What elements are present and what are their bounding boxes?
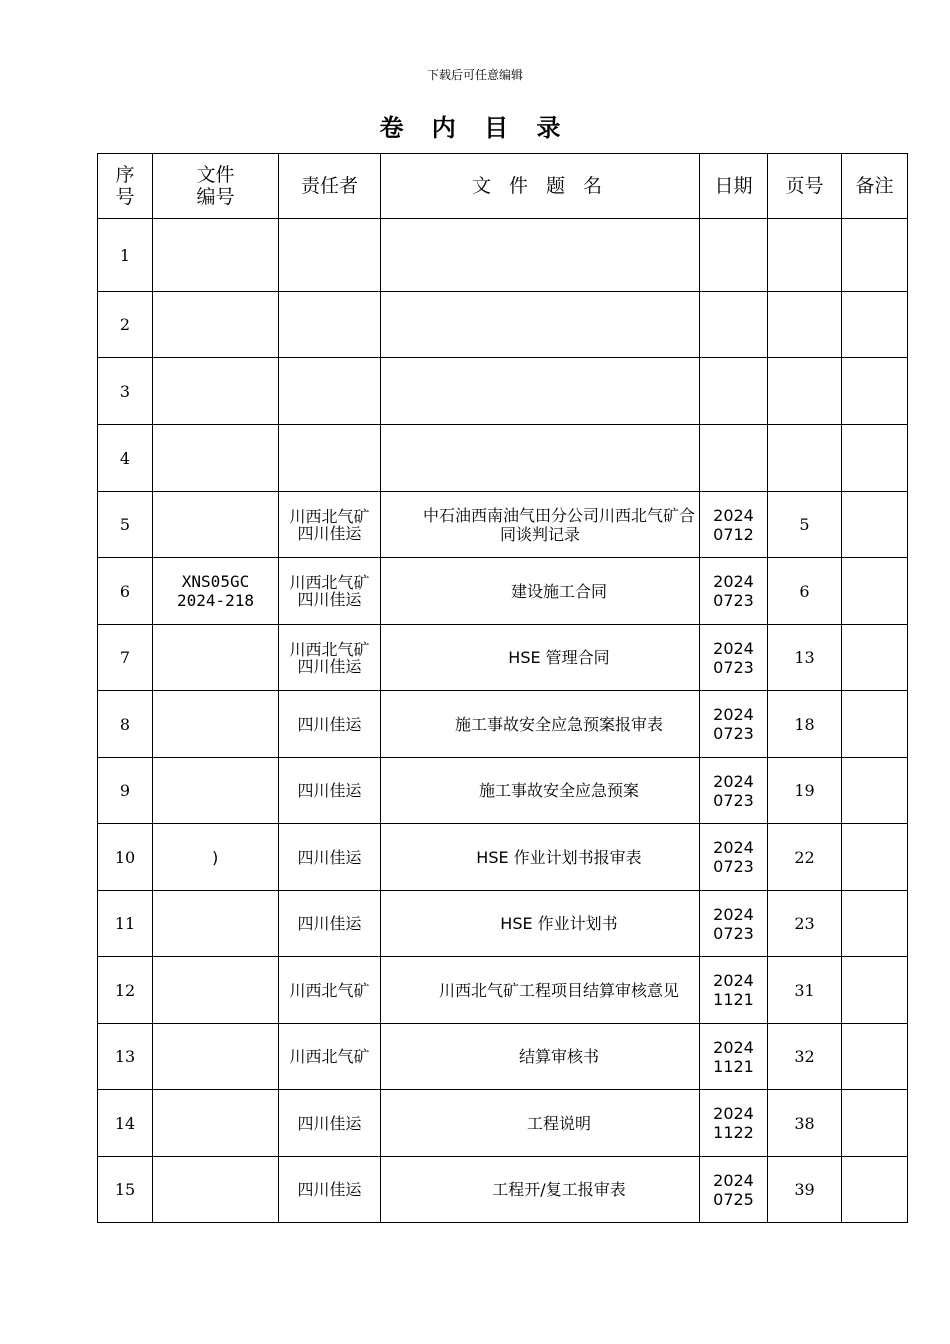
cell-date-line: 0723 bbox=[713, 657, 754, 677]
cell-doc-title bbox=[381, 292, 700, 358]
cell-doc-no-line: XNS05GC bbox=[181, 572, 250, 591]
cell-doc-no bbox=[153, 358, 279, 425]
table-row bbox=[98, 558, 908, 625]
cell-doc-title-text: 工程开/复工报审表 bbox=[492, 1180, 626, 1199]
cell-doc-no bbox=[153, 425, 279, 492]
cell-doc-title bbox=[381, 824, 700, 891]
cell-doc-title bbox=[381, 358, 700, 425]
cell-responsible-line: 四川佳运 bbox=[297, 847, 362, 867]
cell-responsible bbox=[279, 425, 381, 492]
table-row bbox=[98, 957, 908, 1024]
cell-doc-title bbox=[381, 891, 700, 957]
cell-doc-title bbox=[381, 691, 700, 758]
file-catalog-table bbox=[97, 153, 908, 1223]
cell-responsible bbox=[279, 1157, 381, 1223]
cell-remark bbox=[842, 957, 908, 1024]
cell-remark bbox=[842, 1157, 908, 1223]
cell-doc-title-text: HSE 管理合同 bbox=[508, 648, 610, 667]
cell-doc-title bbox=[381, 758, 700, 824]
column-header-doc-no bbox=[153, 154, 279, 219]
cell-seq: 15 bbox=[98, 1157, 153, 1223]
cell-responsible-line: 川西北气矿 bbox=[289, 1047, 370, 1066]
cell-seq: 11 bbox=[98, 891, 153, 957]
cell-date-line: 1122 bbox=[713, 1123, 754, 1142]
cell-page: 31 bbox=[768, 957, 842, 1024]
cell-responsible bbox=[279, 492, 381, 558]
cell-date bbox=[700, 358, 768, 425]
cell-doc-title bbox=[381, 425, 700, 492]
cell-date bbox=[700, 691, 768, 758]
cell-date-line: 2024 bbox=[713, 771, 754, 791]
cell-doc-no bbox=[153, 891, 279, 957]
cell-doc-title bbox=[381, 219, 700, 292]
cell-date bbox=[700, 758, 768, 824]
cell-date-line: 2024 bbox=[713, 838, 754, 857]
cell-seq: 10 bbox=[98, 824, 153, 891]
table-row bbox=[98, 492, 908, 558]
cell-doc-title bbox=[381, 1090, 700, 1157]
cell-remark bbox=[842, 1090, 908, 1157]
cell-date-line: 2024 bbox=[713, 1170, 754, 1190]
cell-responsible-line: 四川佳运 bbox=[297, 590, 362, 609]
cell-responsible-line: 四川佳运 bbox=[297, 656, 362, 676]
cell-responsible bbox=[279, 758, 381, 824]
cell-doc-title-text: HSE 作业计划书报审表 bbox=[476, 847, 642, 867]
cell-doc-title-text: 施工事故安全应急预案 bbox=[478, 781, 639, 800]
cell-date bbox=[700, 1090, 768, 1157]
cell-date-line: 0723 bbox=[713, 591, 754, 610]
table-row bbox=[98, 292, 908, 358]
column-header-seq bbox=[98, 154, 153, 219]
cell-doc-title-text: 川西北气矿工程项目结算审核意见 bbox=[438, 980, 679, 1000]
cell-date-line: 1121 bbox=[713, 990, 754, 1009]
cell-doc-title-text: 工程说明 bbox=[526, 1113, 591, 1133]
cell-remark bbox=[842, 1024, 908, 1090]
cell-doc-title-text: 施工事故安全应急预案报审表 bbox=[454, 714, 663, 734]
cell-responsible-line: 川西北气矿 bbox=[289, 980, 370, 1000]
cell-seq: 6 bbox=[98, 558, 153, 625]
cell-seq: 12 bbox=[98, 957, 153, 1024]
cell-responsible-line: 川西北气矿 bbox=[289, 506, 370, 526]
cell-doc-no bbox=[153, 492, 279, 558]
cell-date-line: 2024 bbox=[713, 705, 754, 724]
cell-seq: 8 bbox=[98, 691, 153, 758]
cell-page bbox=[768, 358, 842, 425]
cell-doc-no bbox=[153, 1024, 279, 1090]
cell-date-line: 0723 bbox=[713, 724, 754, 743]
cell-doc-no-line: ) bbox=[210, 847, 221, 867]
cell-page: 18 bbox=[768, 691, 842, 758]
cell-doc-no bbox=[153, 219, 279, 292]
cell-remark bbox=[842, 691, 908, 758]
column-header-doc-no-line-2: 编号 bbox=[196, 186, 235, 208]
column-header-responsible: 责任者 bbox=[279, 154, 381, 219]
cell-seq: 14 bbox=[98, 1090, 153, 1157]
cell-date-line: 2024 bbox=[713, 638, 754, 658]
cell-responsible-line: 四川佳运 bbox=[297, 523, 362, 543]
cell-date bbox=[700, 492, 768, 558]
cell-responsible-line: 四川佳运 bbox=[297, 1180, 362, 1199]
cell-page bbox=[768, 425, 842, 492]
cell-remark bbox=[842, 824, 908, 891]
cell-date bbox=[700, 558, 768, 625]
cell-remark bbox=[842, 219, 908, 292]
cell-page: 5 bbox=[768, 492, 842, 558]
cell-page: 13 bbox=[768, 625, 842, 691]
cell-responsible bbox=[279, 358, 381, 425]
cell-doc-no bbox=[153, 625, 279, 691]
cell-date-line: 2024 bbox=[713, 1037, 754, 1057]
cell-page: 38 bbox=[768, 1090, 842, 1157]
cell-doc-title bbox=[381, 492, 700, 558]
cell-date-line: 2024 bbox=[713, 1104, 754, 1123]
cell-responsible-line: 四川佳运 bbox=[297, 714, 362, 734]
table-row bbox=[98, 691, 908, 758]
cell-responsible bbox=[279, 824, 381, 891]
cell-page: 19 bbox=[768, 758, 842, 824]
cell-page: 6 bbox=[768, 558, 842, 625]
cell-responsible-line: 四川佳运 bbox=[297, 914, 362, 933]
cell-doc-title-text: 中石油西南油气田分公司川西北气矿合同谈判记录 bbox=[422, 505, 695, 544]
table-row bbox=[98, 219, 908, 292]
table-row bbox=[98, 891, 908, 957]
cell-page: 39 bbox=[768, 1157, 842, 1223]
page-title: 卷 内 目 录 bbox=[379, 114, 571, 142]
cell-remark bbox=[842, 492, 908, 558]
cell-responsible bbox=[279, 691, 381, 758]
cell-responsible bbox=[279, 219, 381, 292]
column-header-page: 页号 bbox=[768, 154, 842, 219]
column-header-date: 日期 bbox=[700, 154, 768, 219]
cell-page bbox=[768, 219, 842, 292]
cell-doc-title bbox=[381, 1157, 700, 1223]
column-header-seq-line-2: 号 bbox=[115, 186, 135, 208]
cell-doc-no bbox=[153, 558, 279, 625]
cell-page bbox=[768, 292, 842, 358]
table-row bbox=[98, 824, 908, 891]
cell-date bbox=[700, 425, 768, 492]
cell-remark bbox=[842, 558, 908, 625]
table-row bbox=[98, 1090, 908, 1157]
cell-seq: 7 bbox=[98, 625, 153, 691]
cell-date-line: 2024 bbox=[713, 971, 754, 990]
cell-remark bbox=[842, 625, 908, 691]
cell-responsible bbox=[279, 625, 381, 691]
cell-doc-no bbox=[153, 691, 279, 758]
cell-remark bbox=[842, 891, 908, 957]
cell-doc-no bbox=[153, 824, 279, 891]
cell-doc-title-text: 结算审核书 bbox=[518, 1047, 599, 1066]
cell-doc-title bbox=[381, 957, 700, 1024]
cell-seq: 5 bbox=[98, 492, 153, 558]
cell-date bbox=[700, 957, 768, 1024]
cell-responsible-line: 川西北气矿 bbox=[289, 639, 370, 659]
cell-doc-title bbox=[381, 625, 700, 691]
cell-responsible bbox=[279, 1090, 381, 1157]
cell-date bbox=[700, 625, 768, 691]
cell-responsible bbox=[279, 292, 381, 358]
cell-date bbox=[700, 891, 768, 957]
cell-seq: 9 bbox=[98, 758, 153, 824]
table-row bbox=[98, 758, 908, 824]
cell-doc-no-line: 2024-218 bbox=[176, 591, 255, 610]
column-header-seq-line-1: 序 bbox=[115, 164, 135, 186]
cell-date bbox=[700, 1024, 768, 1090]
cell-date bbox=[700, 1157, 768, 1223]
cell-date-line: 1121 bbox=[713, 1056, 754, 1076]
cell-doc-no bbox=[153, 1090, 279, 1157]
cell-remark bbox=[842, 758, 908, 824]
cell-doc-title bbox=[381, 1024, 700, 1090]
table-row bbox=[98, 625, 908, 691]
column-header-remark: 备注 bbox=[842, 154, 908, 219]
cell-seq: 1 bbox=[98, 219, 153, 292]
cell-date-line: 0723 bbox=[713, 857, 754, 876]
cell-remark bbox=[842, 425, 908, 492]
cell-remark bbox=[842, 358, 908, 425]
table-row bbox=[98, 358, 908, 425]
cell-date bbox=[700, 824, 768, 891]
header-note: 下载后可任意编辑 bbox=[426, 68, 523, 82]
cell-date-line: 2024 bbox=[713, 904, 754, 924]
table-header-row bbox=[98, 154, 908, 219]
cell-date-line: 2024 bbox=[713, 572, 754, 591]
cell-responsible bbox=[279, 891, 381, 957]
cell-seq: 2 bbox=[98, 292, 153, 358]
cell-doc-title-text: 建设施工合同 bbox=[510, 581, 607, 601]
cell-remark bbox=[842, 292, 908, 358]
cell-doc-title bbox=[381, 558, 700, 625]
cell-seq: 4 bbox=[98, 425, 153, 492]
cell-doc-no bbox=[153, 1157, 279, 1223]
column-header-doc-no-line-1: 文件 bbox=[196, 164, 235, 186]
cell-seq: 13 bbox=[98, 1024, 153, 1090]
cell-doc-no bbox=[153, 957, 279, 1024]
table-body bbox=[98, 219, 908, 1223]
cell-page: 23 bbox=[768, 891, 842, 957]
table-row bbox=[98, 425, 908, 492]
cell-responsible bbox=[279, 1024, 381, 1090]
cell-date-line: 2024 bbox=[713, 505, 754, 525]
cell-date-line: 0723 bbox=[713, 923, 754, 943]
cell-responsible bbox=[279, 957, 381, 1024]
cell-date bbox=[700, 292, 768, 358]
cell-date-line: 0725 bbox=[713, 1189, 754, 1209]
cell-seq: 3 bbox=[98, 358, 153, 425]
table-row bbox=[98, 1024, 908, 1090]
cell-responsible-line: 四川佳运 bbox=[297, 781, 362, 800]
cell-responsible-line: 四川佳运 bbox=[297, 1113, 362, 1133]
cell-page: 22 bbox=[768, 824, 842, 891]
cell-responsible-line: 川西北气矿 bbox=[289, 573, 370, 592]
cell-doc-title-text: HSE 作业计划书 bbox=[500, 914, 618, 933]
cell-doc-no bbox=[153, 758, 279, 824]
column-header-doc-title: 文 件 题 名 bbox=[381, 154, 700, 219]
cell-date-line: 0723 bbox=[713, 790, 754, 810]
cell-date-line: 0712 bbox=[713, 524, 754, 544]
cell-responsible bbox=[279, 558, 381, 625]
cell-page: 32 bbox=[768, 1024, 842, 1090]
cell-date bbox=[700, 219, 768, 292]
table-row bbox=[98, 1157, 908, 1223]
cell-doc-no bbox=[153, 292, 279, 358]
